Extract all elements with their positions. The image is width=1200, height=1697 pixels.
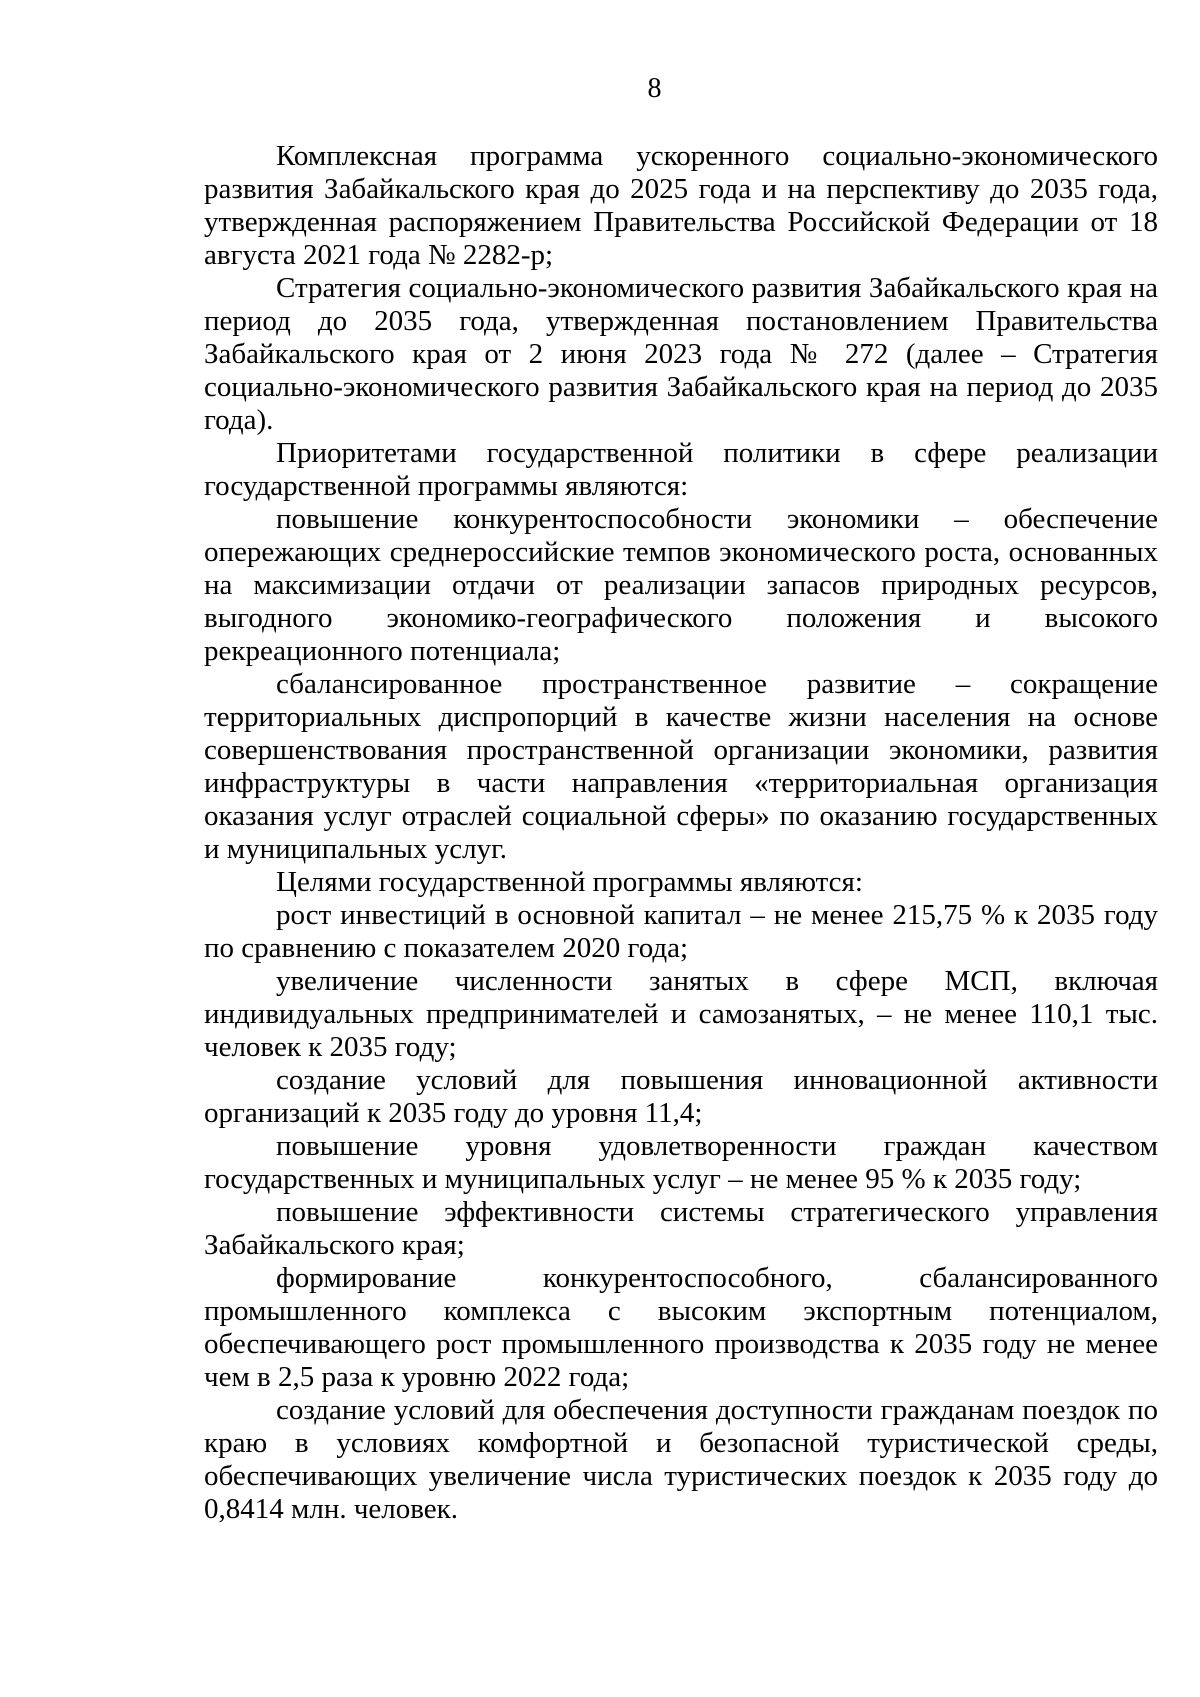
- paragraph-goal-services: повышение уровня удовлетворенности граждан качеством государственных и муниципальных услуг – не менее 95 % к 2035 году;: [204, 1130, 1158, 1195]
- paragraph-goals-heading: Целями государственной программы являются:: [276, 866, 863, 898]
- paragraph-priority-competitiveness: повышение конкурентоспособности экономики – обеспечение опережающих среднероссийские темпов экономического роста, основанных на максимизации отдачи от реализации запасов природных ресурсов, выгодного экономико-географического положения и высокого рекреационного потенциала;: [204, 503, 1158, 667]
- paragraph-goal-management: повышение эффективности системы стратегического управления Забайкальского края;: [204, 1196, 1158, 1261]
- paragraph-goal-employment: увеличение численности занятых в сфере МСП, включая индивидуальных предпринимателей и самозанятых, – не менее 110,1 тыс. человек к 2035 году;: [204, 965, 1158, 1063]
- paragraph-strategy: Стратегия социально-экономического развития Забайкальского края на период до 2035 года, утвержденная постановлением Правительства Забайкальского края от 2 июня 2023 года № 272 (далее – Стратегия социально-экономического развития Забайкальского края на период до 2035 года).: [204, 272, 1158, 436]
- paragraph-goal-innovation: создание условий для повышения инновационной активности организаций к 2035 году до уровня 11,4;: [204, 1064, 1158, 1129]
- paragraph-goal-industry: формирование конкурентоспособного, сбалансированного промышленного комплекса с высоким экспортным потенциалом, обеспечивающего рост промышленного производства к 2035 году не менее чем в 2,5 раза к уровню 2022 года;: [204, 1262, 1158, 1393]
- paragraph-goal-tourism: создание условий для обеспечения доступности гражданам поездок по краю в условиях комфортной и безопасной туристической среды, обеспечивающих увеличение числа туристических поездок к 2035 году до 0,8414 млн. человек.: [204, 1394, 1158, 1525]
- paragraph-complex-program: Комплексная программа ускоренного социально-экономического развития Забайкальского края до 2025 года и на перспективу до 2035 года, утвержденная распоряжением Правительства Российской Федерации от 18 августа 2021 года № 2282-р;: [204, 140, 1158, 271]
- paragraph-goal-investment: рост инвестиций в основной капитал – не менее 215,75 % к 2035 году по сравнению с показателем 2020 года;: [204, 899, 1158, 964]
- document-body: [204, 140, 1158, 1526]
- paragraph-priority-spatial-development: сбалансированное пространственное развитие – сокращение территориальных диспропорций в качестве жизни населения на основе совершенствования пространственной организации экономики, развития инфраструктуры в части направления «территориальная организация оказания услуг отраслей социальной сферы» по оказанию государственных и муниципальных услуг.: [204, 668, 1158, 865]
- paragraph-priorities-heading: Приоритетами государственной политики в сфере реализации государственной программы являются:: [204, 437, 1158, 502]
- page-number: 8: [647, 73, 662, 104]
